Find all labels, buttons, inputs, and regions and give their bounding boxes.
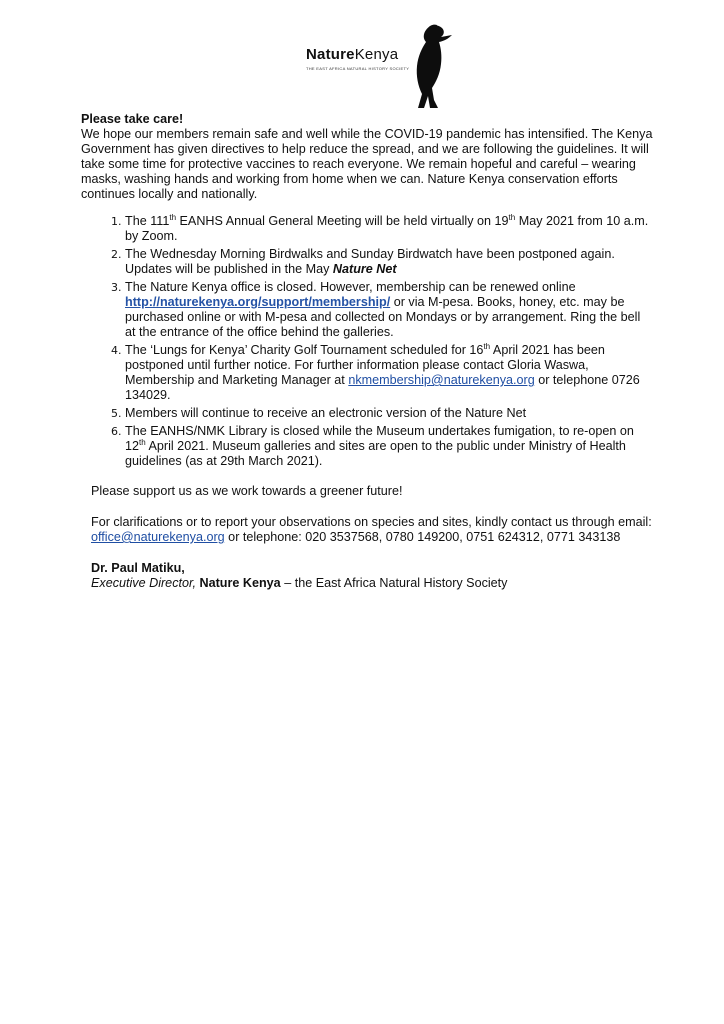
signer-title: Executive Director, Nature Kenya – the East Africa Natural History Society xyxy=(91,576,508,590)
nature-kenya-logo xyxy=(300,18,460,110)
contact-paragraph: For clarifications or to report your observations on species and sites, kindly contact us through email: office@naturekenya.org or telephone: 020 3537568, 0780 149200, 0751 624312, 0771 343138 xyxy=(91,515,652,544)
logo-wordmark: NatureKenya xyxy=(306,46,399,63)
hornbill-silhouette-icon xyxy=(408,24,456,110)
letter-heading: Please take care! xyxy=(81,112,184,126)
list-item: 1. The 111th EANHS Annual General Meeting will be held virtually on 19th May 2021 from 10 a.m. by Zoom. xyxy=(125,214,653,244)
letter-body xyxy=(81,112,653,591)
signer-name: Dr. Paul Matiku, xyxy=(91,561,185,575)
list-item: 2. The Wednesday Morning Birdwalks and Sunday Birdwatch have been postponed again. Updates will be published in the May Nature Net xyxy=(125,247,653,277)
membership-email-link[interactable]: nkmembership@naturekenya.org xyxy=(348,373,535,387)
office-email-link[interactable]: office@naturekenya.org xyxy=(91,530,225,544)
intro-paragraph: We hope our members remain safe and well while the COVID-19 pandemic has intensified. The Kenya Government has given directives to help reduce the spread, and we are following the guidelines. It will take some time for protective vaccines to reach everyone. We remain hopeful and careful – wearing masks, washing hands and working from home when we can. Nature Kenya conservation efforts continues locally and nationally. xyxy=(81,127,653,201)
list-item: 5. Members will continue to receive an electronic version of the Nature Net xyxy=(125,406,653,421)
membership-link[interactable]: http://naturekenya.org/support/membership/ xyxy=(125,295,391,309)
support-line: Please support us as we work towards a greener future! xyxy=(91,484,403,498)
list-item: 6. The EANHS/NMK Library is closed while the Museum undertakes fumigation, to re-open on 12th April 2021. Museum galleries and sites are open to the public under Ministry of Health guidelines (as at 29th March 2021). xyxy=(125,424,653,469)
list-item: 3. The Nature Kenya office is closed. However, membership can be renewed online http://naturekenya.org/support/membership/ or via M-pesa. Books, honey, etc. may be purchased online or with M-pesa and collected on Mondays or by arrangement. Ring the bell at the entrance of the office behind the galleries. xyxy=(125,280,653,340)
list-item: 4. The ‘Lungs for Kenya’ Charity Golf Tournament scheduled for 16th April 2021 has been postponed until further notice. For further information please contact Gloria Waswa, Membership and Marketing Manager at nkmembership@naturekenya.org or telephone 0726 134029. xyxy=(125,343,653,403)
announcement-list xyxy=(81,214,653,469)
logo-tagline: THE EAST AFRICA NATURAL HISTORY SOCIETY xyxy=(306,66,410,71)
signature-block xyxy=(81,561,653,591)
